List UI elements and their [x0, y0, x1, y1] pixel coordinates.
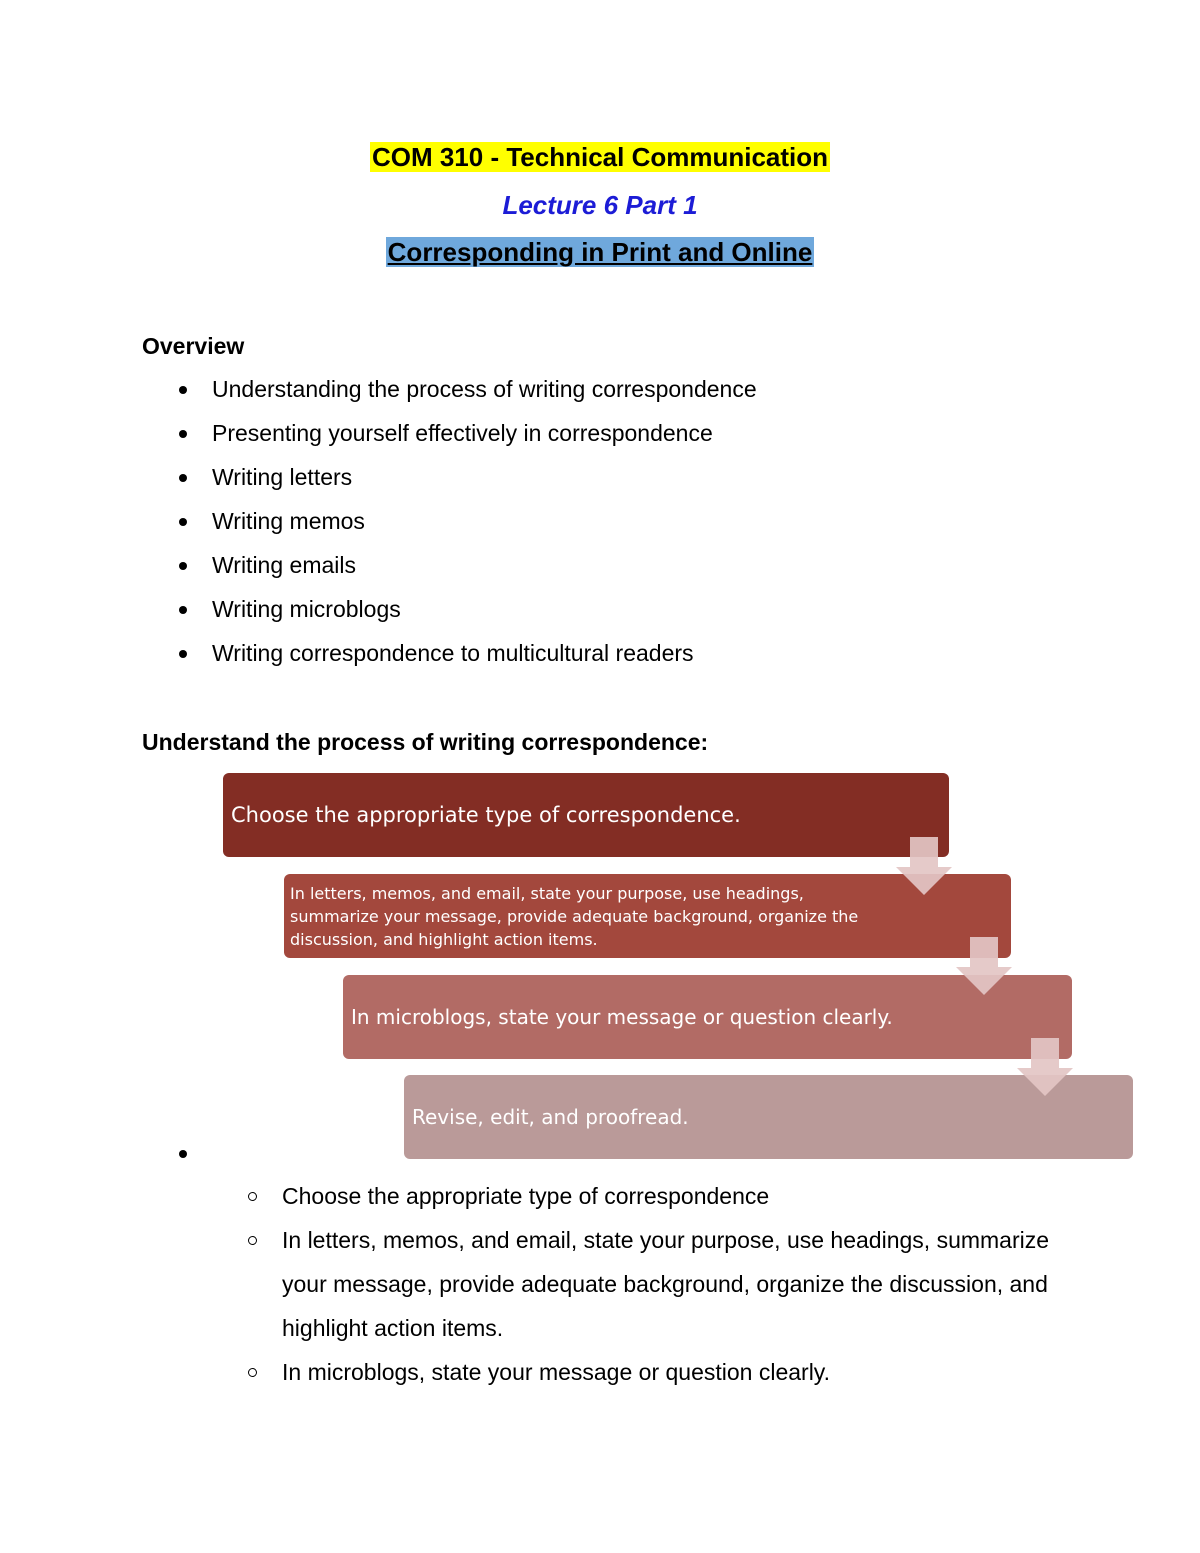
list-item-text: Writing memos	[212, 508, 365, 534]
lecture-title: Lecture 6 Part 1	[502, 190, 698, 220]
list-item-text: Writing emails	[212, 552, 356, 578]
bullet-icon	[179, 474, 187, 482]
list-item-text: Presenting yourself effectively in correspondence	[212, 420, 713, 446]
list-item-text: Writing microblogs	[212, 596, 401, 622]
flow-step-1: Choose the appropriate type of correspondence.	[223, 773, 949, 857]
flow-step-2: In letters, memos, and email, state your purpose, use headings, summarize your message, provide adequate background, organize the discussion, and highlight action items.	[284, 874, 1011, 958]
topic-title	[0, 235, 1200, 269]
bullet-icon	[179, 386, 187, 394]
flow-step-4: Revise, edit, and proofread.	[404, 1075, 1133, 1159]
bullet-icon	[179, 650, 187, 658]
course-title-text: COM 310 - Technical Communication	[371, 142, 829, 172]
circle-bullet-icon	[248, 1236, 257, 1245]
flow-step-3: In microblogs, state your message or question clearly.	[343, 975, 1072, 1059]
down-arrow-icon	[1017, 1038, 1073, 1096]
topic-title-text: Corresponding in Print and Online	[387, 237, 813, 267]
bullet-icon	[179, 1150, 187, 1158]
bullet-icon	[179, 606, 187, 614]
course-title	[0, 140, 1200, 174]
down-arrow-icon	[896, 837, 952, 895]
bullet-icon	[179, 518, 187, 526]
circle-bullet-icon	[248, 1192, 257, 1201]
list-item-text: Writing correspondence to multicultural readers	[212, 640, 694, 666]
list-item-text: Writing letters	[212, 464, 353, 490]
list-item-text: Understanding the process of writing correspondence	[212, 376, 757, 402]
process-heading: Understand the process of writing correspondence:	[142, 729, 709, 755]
down-arrow-icon	[956, 937, 1012, 995]
overview-heading: Overview	[142, 333, 245, 359]
circle-bullet-icon	[248, 1368, 257, 1377]
sub-list-item: In letters, memos, and email, state your purpose, use headings, summarize your message, provide adequate background, organize the discussion, and highlight action items.	[282, 1227, 1050, 1341]
sub-list-item: Choose the appropriate type of correspondence	[282, 1183, 770, 1209]
bullet-icon	[179, 430, 187, 438]
sub-list-item: In microblogs, state your message or question clearly.	[282, 1359, 830, 1385]
bullet-icon	[179, 562, 187, 570]
